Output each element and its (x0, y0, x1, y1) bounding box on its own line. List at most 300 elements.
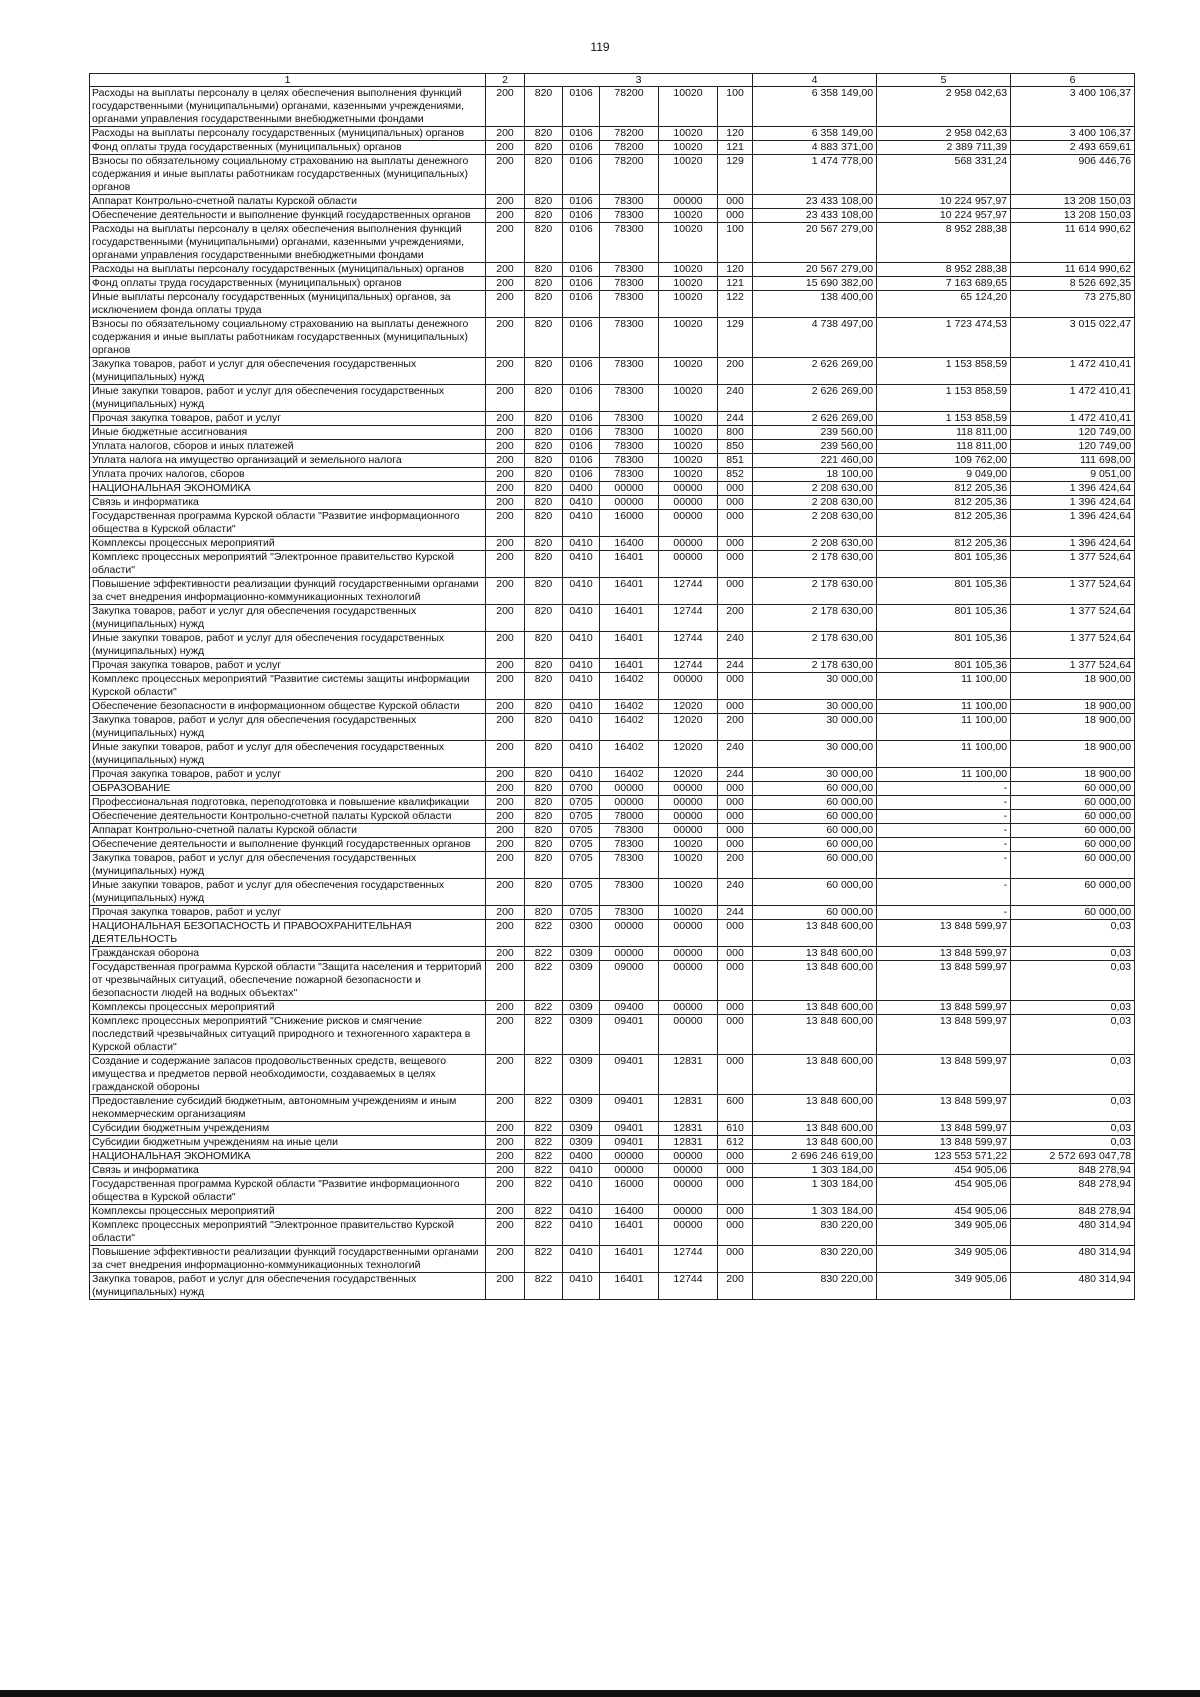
row-amount-col6: 0,03 (1011, 920, 1135, 947)
page-number: 119 (590, 40, 610, 54)
row-col3-expense-type: 240 (718, 385, 753, 412)
row-col3: 820 (525, 209, 563, 223)
row-col3-program: 09401 (600, 1055, 659, 1095)
table-row (90, 810, 1135, 824)
row-description: НАЦИОНАЛЬНАЯ ЭКОНОМИКА (90, 1150, 486, 1164)
row-col3-section: 0106 (563, 318, 600, 358)
row-description: Фонд оплаты труда государственных (муниципальных) органов (90, 141, 486, 155)
row-description: Аппарат Контрольно-счетной палаты Курской области (90, 824, 486, 838)
row-col2: 200 (486, 1136, 525, 1150)
row-description: Комплексы процессных мероприятий (90, 537, 486, 551)
row-col3: 822 (525, 961, 563, 1001)
row-col3-direction: 10020 (659, 879, 718, 906)
row-col3: 820 (525, 127, 563, 141)
row-amount-col5: 454 905,06 (877, 1205, 1011, 1219)
row-description: Повышение эффективности реализации функций государственными органами за счет внедрения информационно-коммуникационных технологий (90, 1246, 486, 1273)
row-col2: 200 (486, 155, 525, 195)
row-col3-direction: 12744 (659, 578, 718, 605)
row-col2: 200 (486, 1055, 525, 1095)
table-row (90, 838, 1135, 852)
row-col3-direction: 10020 (659, 838, 718, 852)
row-amount-col5: 123 553 571,22 (877, 1150, 1011, 1164)
row-col3: 820 (525, 141, 563, 155)
row-amount-col4: 60 000,00 (753, 810, 877, 824)
table-row (90, 426, 1135, 440)
row-col3-direction: 00000 (659, 961, 718, 1001)
row-col3-section: 0106 (563, 209, 600, 223)
row-col3-program: 78300 (600, 195, 659, 209)
row-col2: 200 (486, 209, 525, 223)
row-col2: 200 (486, 358, 525, 385)
row-amount-col5: 118 811,00 (877, 426, 1011, 440)
row-col3: 820 (525, 578, 563, 605)
row-col2: 200 (486, 961, 525, 1001)
row-col3: 822 (525, 1178, 563, 1205)
row-col3-direction: 12831 (659, 1136, 718, 1150)
row-description: Иные закупки товаров, работ и услуг для обеспечения государственных (муниципальных) нужд (90, 632, 486, 659)
row-col3-direction: 12744 (659, 659, 718, 673)
row-description: Комплексы процессных мероприятий (90, 1205, 486, 1219)
row-col3: 820 (525, 796, 563, 810)
row-col2: 200 (486, 838, 525, 852)
row-col3-program: 78300 (600, 318, 659, 358)
row-col2: 200 (486, 1001, 525, 1015)
row-amount-col4: 60 000,00 (753, 782, 877, 796)
table-row (90, 578, 1135, 605)
header-col-4: 4 (753, 74, 877, 87)
row-col3-expense-type: 000 (718, 824, 753, 838)
row-amount-col6: 480 314,94 (1011, 1246, 1135, 1273)
row-col3-program: 00000 (600, 796, 659, 810)
row-amount-col5: - (877, 879, 1011, 906)
row-amount-col5: 1 723 474,53 (877, 318, 1011, 358)
table-row (90, 906, 1135, 920)
row-col3-section: 0106 (563, 454, 600, 468)
row-amount-col5: 11 100,00 (877, 741, 1011, 768)
row-amount-col5: 118 811,00 (877, 440, 1011, 454)
row-col3-expense-type: 200 (718, 358, 753, 385)
row-col3-program: 78300 (600, 824, 659, 838)
row-description: Закупка товаров, работ и услуг для обеспечения государственных (муниципальных) нужд (90, 358, 486, 385)
row-amount-col6: 1 377 524,64 (1011, 551, 1135, 578)
row-col3: 820 (525, 358, 563, 385)
row-amount-col6: 60 000,00 (1011, 906, 1135, 920)
row-col2: 200 (486, 195, 525, 209)
row-amount-col4: 30 000,00 (753, 673, 877, 700)
row-col3-direction: 00000 (659, 195, 718, 209)
row-col3-expense-type: 851 (718, 454, 753, 468)
row-col3: 822 (525, 1136, 563, 1150)
row-col3: 820 (525, 87, 563, 127)
row-col3: 822 (525, 1150, 563, 1164)
row-amount-col4: 239 560,00 (753, 440, 877, 454)
row-description: Государственная программа Курской области "Защита населения и территорий от чрезвычайных ситуаций, обеспечение пожарной безопасности и безопасности людей на водных объектах" (90, 961, 486, 1001)
row-col2: 200 (486, 291, 525, 318)
row-amount-col5: 812 205,36 (877, 482, 1011, 496)
row-amount-col6: 3 015 022,47 (1011, 318, 1135, 358)
row-amount-col6: 18 900,00 (1011, 700, 1135, 714)
row-col3-direction: 10020 (659, 291, 718, 318)
row-col2: 200 (486, 318, 525, 358)
row-col3-expense-type: 200 (718, 605, 753, 632)
row-col3-section: 0106 (563, 412, 600, 426)
row-amount-col5: 13 848 599,97 (877, 1001, 1011, 1015)
row-description: Закупка товаров, работ и услуг для обеспечения государственных (муниципальных) нужд (90, 852, 486, 879)
row-col3-program: 16401 (600, 578, 659, 605)
row-amount-col6: 60 000,00 (1011, 796, 1135, 810)
row-description: Иные бюджетные ассигнования (90, 426, 486, 440)
row-col3-expense-type: 200 (718, 714, 753, 741)
row-col3-direction: 10020 (659, 454, 718, 468)
row-col3-program: 78200 (600, 87, 659, 127)
table-row (90, 1205, 1135, 1219)
row-col3: 820 (525, 263, 563, 277)
row-amount-col5: - (877, 810, 1011, 824)
row-col3-section: 0410 (563, 551, 600, 578)
row-col3-direction: 10020 (659, 277, 718, 291)
row-col3: 820 (525, 551, 563, 578)
table-row (90, 127, 1135, 141)
row-col3-expense-type: 100 (718, 223, 753, 263)
row-col3: 820 (525, 852, 563, 879)
row-description: Государственная программа Курской области "Развитие информационного общества в Курской области" (90, 510, 486, 537)
row-amount-col5: 349 905,06 (877, 1273, 1011, 1300)
row-col3: 822 (525, 920, 563, 947)
row-col2: 200 (486, 1273, 525, 1300)
table-row (90, 551, 1135, 578)
row-description: Создание и содержание запасов продовольственных средств, вещевого имущества и предметов первой необходимости, создаваемых в целях гражданской обороны (90, 1055, 486, 1095)
table-row (90, 209, 1135, 223)
row-col3-direction: 00000 (659, 810, 718, 824)
row-col3-program: 78300 (600, 838, 659, 852)
row-amount-col5: 8 952 288,38 (877, 263, 1011, 277)
row-col3: 820 (525, 632, 563, 659)
row-amount-col6: 60 000,00 (1011, 852, 1135, 879)
row-col3-expense-type: 121 (718, 141, 753, 155)
table-row (90, 440, 1135, 454)
row-col3-direction: 00000 (659, 482, 718, 496)
row-col2: 200 (486, 741, 525, 768)
row-amount-col4: 1 303 184,00 (753, 1178, 877, 1205)
row-col3-section: 0410 (563, 1273, 600, 1300)
row-col3-direction: 12744 (659, 605, 718, 632)
table-row (90, 700, 1135, 714)
row-col3-program: 78300 (600, 358, 659, 385)
row-col3-program: 16402 (600, 741, 659, 768)
row-amount-col6: 1 396 424,64 (1011, 496, 1135, 510)
row-amount-col6: 73 275,80 (1011, 291, 1135, 318)
row-amount-col5: 65 124,20 (877, 291, 1011, 318)
row-amount-col4: 23 433 108,00 (753, 209, 877, 223)
row-description: Аппарат Контрольно-счетной палаты Курской области (90, 195, 486, 209)
row-amount-col4: 13 848 600,00 (753, 1001, 877, 1015)
row-amount-col4: 13 848 600,00 (753, 1122, 877, 1136)
row-amount-col4: 60 000,00 (753, 838, 877, 852)
row-col3-section: 0700 (563, 782, 600, 796)
row-col3: 820 (525, 673, 563, 700)
row-col3-program: 16401 (600, 605, 659, 632)
row-amount-col4: 830 220,00 (753, 1246, 877, 1273)
row-description: Обеспечение безопасности в информационном обществе Курской области (90, 700, 486, 714)
row-col3-direction: 10020 (659, 155, 718, 195)
row-amount-col5: 11 100,00 (877, 768, 1011, 782)
row-col3-expense-type: 000 (718, 537, 753, 551)
row-amount-col4: 2 208 630,00 (753, 482, 877, 496)
row-col3-expense-type: 800 (718, 426, 753, 440)
row-col3-section: 0705 (563, 838, 600, 852)
row-col3-direction: 00000 (659, 673, 718, 700)
row-description: Уплата налогов, сборов и иных платежей (90, 440, 486, 454)
row-description: Комплекс процессных мероприятий "Электронное правительство Курской области" (90, 1219, 486, 1246)
table-row (90, 796, 1135, 810)
row-amount-col6: 1 377 524,64 (1011, 659, 1135, 673)
row-col2: 200 (486, 824, 525, 838)
row-col3: 820 (525, 155, 563, 195)
row-col3-expense-type: 000 (718, 1001, 753, 1015)
row-col3: 820 (525, 810, 563, 824)
row-col3-program: 16401 (600, 659, 659, 673)
row-col2: 200 (486, 796, 525, 810)
row-col3-program: 00000 (600, 1164, 659, 1178)
row-col3-direction: 00000 (659, 1150, 718, 1164)
row-col3-direction: 00000 (659, 782, 718, 796)
row-col2: 200 (486, 1205, 525, 1219)
row-amount-col4: 2 178 630,00 (753, 659, 877, 673)
row-amount-col4: 13 848 600,00 (753, 1015, 877, 1055)
row-amount-col6: 2 572 693 047,78 (1011, 1150, 1135, 1164)
row-amount-col6: 848 278,94 (1011, 1178, 1135, 1205)
row-amount-col5: 812 205,36 (877, 510, 1011, 537)
row-col3: 822 (525, 1001, 563, 1015)
row-description: Предоставление субсидий бюджетным, автономным учреждениям и иным некоммерческим организациям (90, 1095, 486, 1122)
row-col3-section: 0705 (563, 824, 600, 838)
row-col3-direction: 10020 (659, 440, 718, 454)
row-description: Повышение эффективности реализации функций государственными органами за счет внедрения информационно-коммуникационных технологий (90, 578, 486, 605)
table-row (90, 920, 1135, 947)
row-col3: 820 (525, 768, 563, 782)
row-amount-col4: 2 208 630,00 (753, 537, 877, 551)
row-col3: 820 (525, 659, 563, 673)
row-amount-col4: 830 220,00 (753, 1273, 877, 1300)
row-amount-col5: 812 205,36 (877, 496, 1011, 510)
header-col-5: 5 (877, 74, 1011, 87)
row-col3-section: 0309 (563, 1015, 600, 1055)
row-amount-col5: 13 848 599,97 (877, 961, 1011, 1001)
table-row (90, 1001, 1135, 1015)
row-col3-section: 0410 (563, 496, 600, 510)
row-amount-col6: 0,03 (1011, 1095, 1135, 1122)
row-col3-section: 0309 (563, 1055, 600, 1095)
row-amount-col6: 18 900,00 (1011, 673, 1135, 700)
row-col3-expense-type: 610 (718, 1122, 753, 1136)
row-col3-program: 16401 (600, 551, 659, 578)
table-row (90, 412, 1135, 426)
row-amount-col5: 801 105,36 (877, 578, 1011, 605)
row-col3: 820 (525, 385, 563, 412)
row-amount-col6: 60 000,00 (1011, 782, 1135, 796)
row-amount-col6: 0,03 (1011, 947, 1135, 961)
row-amount-col5: 349 905,06 (877, 1219, 1011, 1246)
row-col3-program: 16401 (600, 1219, 659, 1246)
row-col3-section: 0106 (563, 291, 600, 318)
row-col3-expense-type: 000 (718, 510, 753, 537)
row-amount-col6: 1 472 410,41 (1011, 385, 1135, 412)
row-col2: 200 (486, 1178, 525, 1205)
row-col3-section: 0410 (563, 741, 600, 768)
row-description: Обеспечение деятельности Контрольно-счетной палаты Курской области (90, 810, 486, 824)
row-amount-col6: 1 472 410,41 (1011, 412, 1135, 426)
table-row (90, 1164, 1135, 1178)
row-col3-direction: 00000 (659, 1015, 718, 1055)
row-amount-col4: 2 208 630,00 (753, 510, 877, 537)
row-col3-expense-type: 000 (718, 700, 753, 714)
row-col3-direction: 10020 (659, 468, 718, 482)
row-description: Обеспечение деятельности и выполнение функций государственных органов (90, 209, 486, 223)
row-col3-program: 78300 (600, 209, 659, 223)
row-col3-section: 0309 (563, 1001, 600, 1015)
row-col2: 200 (486, 426, 525, 440)
row-col3-program: 78300 (600, 263, 659, 277)
row-amount-col6: 480 314,94 (1011, 1219, 1135, 1246)
row-col3-program: 78200 (600, 141, 659, 155)
row-col3-program: 78300 (600, 385, 659, 412)
row-col3-direction: 12020 (659, 741, 718, 768)
row-col3: 820 (525, 605, 563, 632)
row-col3-expense-type: 000 (718, 838, 753, 852)
row-col3: 820 (525, 782, 563, 796)
row-col3: 820 (525, 412, 563, 426)
row-description: Расходы на выплаты персоналу в целях обеспечения выполнения функций государственными (муниципальными) органами, казенными учреждениями, органами управления государственными внебюджетными фондами (90, 87, 486, 127)
row-col2: 200 (486, 87, 525, 127)
row-col3-expense-type: 850 (718, 440, 753, 454)
row-col3-direction: 10020 (659, 318, 718, 358)
row-description: ОБРАЗОВАНИЕ (90, 782, 486, 796)
row-col3-expense-type: 000 (718, 551, 753, 578)
row-col3-section: 0106 (563, 426, 600, 440)
row-amount-col5: - (877, 796, 1011, 810)
row-amount-col6: 0,03 (1011, 1055, 1135, 1095)
table-row (90, 1136, 1135, 1150)
row-col3-direction: 12744 (659, 1273, 718, 1300)
row-col3-section: 0106 (563, 155, 600, 195)
row-col3-direction: 00000 (659, 947, 718, 961)
row-col3-expense-type: 000 (718, 796, 753, 810)
row-amount-col4: 13 848 600,00 (753, 961, 877, 1001)
row-amount-col5: 7 163 689,65 (877, 277, 1011, 291)
table-row (90, 961, 1135, 1001)
row-col3: 822 (525, 1246, 563, 1273)
row-col2: 200 (486, 920, 525, 947)
row-col2: 200 (486, 852, 525, 879)
row-col3-direction: 10020 (659, 127, 718, 141)
row-description: Комплексы процессных мероприятий (90, 1001, 486, 1015)
row-col2: 200 (486, 1246, 525, 1273)
row-col3: 822 (525, 1273, 563, 1300)
table-row (90, 277, 1135, 291)
row-col3-expense-type: 000 (718, 961, 753, 1001)
row-col3: 820 (525, 482, 563, 496)
header-row (90, 74, 1135, 87)
row-amount-col5: 13 848 599,97 (877, 1055, 1011, 1095)
table-row (90, 1150, 1135, 1164)
row-col3-program: 09400 (600, 1001, 659, 1015)
row-description: Обеспечение деятельности и выполнение функций государственных органов (90, 838, 486, 852)
row-col3-expense-type: 000 (718, 1178, 753, 1205)
row-col2: 200 (486, 1015, 525, 1055)
row-col3-expense-type: 000 (718, 195, 753, 209)
row-col3: 820 (525, 291, 563, 318)
row-amount-col4: 138 400,00 (753, 291, 877, 318)
row-col3-section: 0705 (563, 906, 600, 920)
row-col2: 200 (486, 810, 525, 824)
row-col3: 820 (525, 426, 563, 440)
budget-table (89, 73, 1135, 1300)
row-col3-program: 78200 (600, 127, 659, 141)
row-description: Субсидии бюджетным учреждениям на иные цели (90, 1136, 486, 1150)
row-col3-expense-type: 000 (718, 209, 753, 223)
row-col2: 200 (486, 700, 525, 714)
row-description: Закупка товаров, работ и услуг для обеспечения государственных (муниципальных) нужд (90, 605, 486, 632)
row-col3-section: 0410 (563, 714, 600, 741)
row-col3-expense-type: 240 (718, 632, 753, 659)
row-amount-col6: 120 749,00 (1011, 440, 1135, 454)
row-amount-col5: 454 905,06 (877, 1178, 1011, 1205)
row-col3-program: 16402 (600, 768, 659, 782)
row-col2: 200 (486, 1122, 525, 1136)
row-col3-expense-type: 200 (718, 1273, 753, 1300)
row-amount-col6: 1 377 524,64 (1011, 605, 1135, 632)
row-col2: 200 (486, 537, 525, 551)
row-amount-col6: 1 396 424,64 (1011, 510, 1135, 537)
row-col3-program: 78300 (600, 852, 659, 879)
table-row (90, 141, 1135, 155)
row-amount-col6: 13 208 150,03 (1011, 209, 1135, 223)
table-row (90, 482, 1135, 496)
row-description: Профессиональная подготовка, переподготовка и повышение квалификации (90, 796, 486, 810)
row-amount-col4: 2 178 630,00 (753, 551, 877, 578)
row-amount-col6: 13 208 150,03 (1011, 195, 1135, 209)
row-col3-expense-type: 100 (718, 87, 753, 127)
row-amount-col4: 2 208 630,00 (753, 496, 877, 510)
row-description: Взносы по обязательному социальному страхованию на выплаты денежного содержания и иные выплаты работникам государственных (муниципальных) органов (90, 155, 486, 195)
row-col3-direction: 12744 (659, 1246, 718, 1273)
row-amount-col6: 60 000,00 (1011, 824, 1135, 838)
table-row (90, 537, 1135, 551)
row-col3-direction: 10020 (659, 385, 718, 412)
row-amount-col6: 11 614 990,62 (1011, 223, 1135, 263)
row-amount-col4: 1 474 778,00 (753, 155, 877, 195)
row-col3-direction: 10020 (659, 141, 718, 155)
row-col3-section: 0106 (563, 195, 600, 209)
row-description: Закупка товаров, работ и услуг для обеспечения государственных (муниципальных) нужд (90, 1273, 486, 1300)
row-amount-col6: 1 377 524,64 (1011, 578, 1135, 605)
row-amount-col5: 9 049,00 (877, 468, 1011, 482)
row-amount-col4: 2 696 246 619,00 (753, 1150, 877, 1164)
row-amount-col4: 60 000,00 (753, 879, 877, 906)
row-col2: 200 (486, 412, 525, 426)
row-amount-col6: 18 900,00 (1011, 741, 1135, 768)
row-amount-col6: 3 400 106,37 (1011, 87, 1135, 127)
row-col3-program: 16402 (600, 700, 659, 714)
row-col3: 820 (525, 879, 563, 906)
table-row (90, 673, 1135, 700)
row-col3-direction: 00000 (659, 1205, 718, 1219)
row-amount-col5: 2 389 711,39 (877, 141, 1011, 155)
row-col2: 200 (486, 947, 525, 961)
row-col3: 822 (525, 1015, 563, 1055)
row-amount-col5: 1 153 858,59 (877, 385, 1011, 412)
row-col3-direction: 00000 (659, 920, 718, 947)
